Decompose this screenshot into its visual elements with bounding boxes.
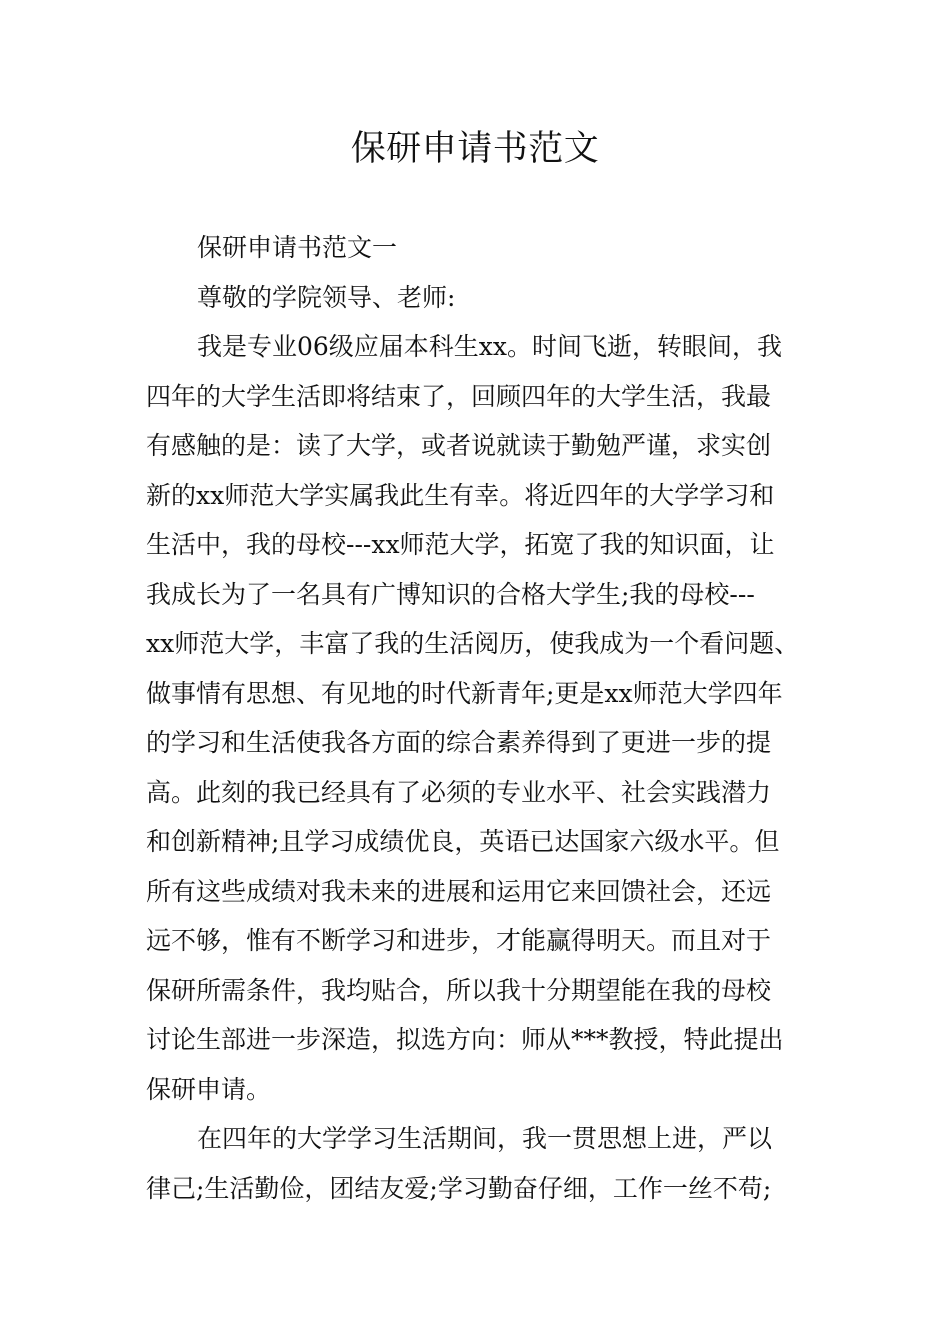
paragraph-main xyxy=(146,322,816,1114)
paragraph-line: 保研所需条件，我均贴合，所以我十分期望能在我的母校 xyxy=(146,975,772,1005)
paragraph-heading xyxy=(146,223,816,273)
paragraph-line: 和创新精神;且学习成绩优良，英语已达国家六级水平。但 xyxy=(146,827,780,856)
paragraph-continuation xyxy=(146,1114,816,1213)
paragraph-line: 我成长为了一名具有广博知识的合格大学生;我的母校--- xyxy=(146,579,755,609)
paragraph-line: 我是专业06级应届本科生xx。时间飞逝，转眼间，我 xyxy=(197,332,783,361)
paragraph-line: 讨论生部进一步深造，拟选方向：师从***教授，特此提出 xyxy=(146,1025,784,1054)
paragraph-salutation xyxy=(146,273,816,323)
paragraph-line: 律己;生活勤俭，团结友爱;学习勤奋仔细，工作一丝不苟; xyxy=(146,1173,772,1203)
paragraph-line: 新的xx师范大学实属我此生有幸。将近四年的大学学习和 xyxy=(146,480,775,510)
document-title: 保研申请书范文 xyxy=(350,129,600,169)
paragraph-line: 四年的大学生活即将结束了，回顾四年的大学生活，我最 xyxy=(146,381,772,411)
paragraph-line: 有感触的是：读了大学，或者说就读于勤勉严谨，求实创 xyxy=(146,431,772,460)
paragraph-line: 保研申请书范文一 xyxy=(197,233,398,262)
paragraph-line: 高。此刻的我已经具有了必须的专业水平、社会实践潜力 xyxy=(146,777,772,807)
paragraph-line: 尊敬的学院领导、老师: xyxy=(197,282,456,312)
paragraph-line: xx师范大学，丰富了我的生活阅历，使我成为一个看问题、 xyxy=(146,629,800,658)
paragraph-line: 做事情有思想、有见地的时代新青年;更是xx师范大学四年 xyxy=(146,678,783,708)
paragraph-line: 生活中，我的母校---xx师范大学，拓宽了我的知识面，让 xyxy=(146,530,775,559)
document-body xyxy=(146,223,816,1213)
paragraph-line: 远不够，惟有不断学习和进步，才能赢得明天。而且对于 xyxy=(146,926,772,955)
paragraph-line: 在四年的大学学习生活期间，我一贯思想上进，严以 xyxy=(197,1124,773,1153)
paragraph-line: 保研申请。 xyxy=(146,1074,272,1104)
paragraph-line: 的学习和生活使我各方面的综合素养得到了更进一步的提 xyxy=(146,728,772,757)
paragraph-line: 所有这些成绩对我未来的进展和运用它来回馈社会，还远 xyxy=(146,876,772,906)
